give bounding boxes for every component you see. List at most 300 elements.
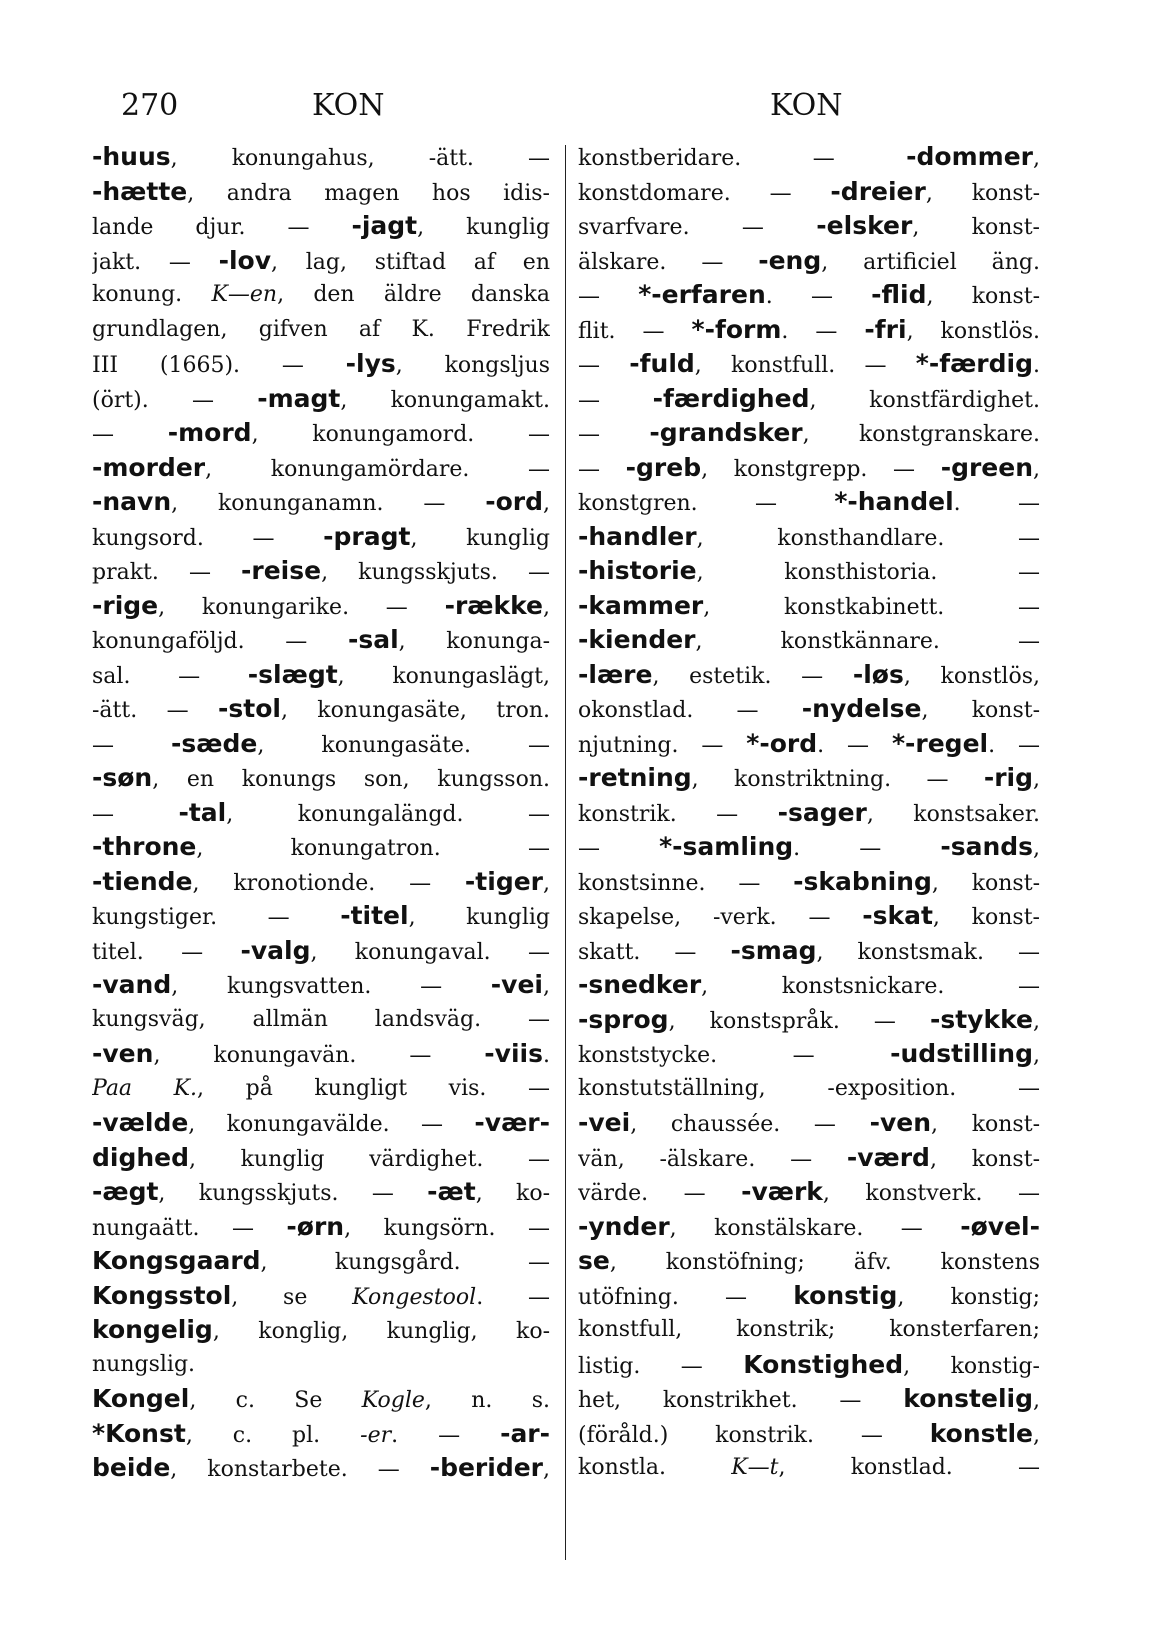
dictionary-line: [92, 865, 550, 900]
definition-text: . —: [476, 1284, 550, 1310]
dictionary-line: [92, 1141, 550, 1176]
headword: -øvel-: [960, 1211, 1040, 1241]
definition-text: , konstkabinett. —: [703, 594, 1040, 620]
definition-text: , konstöfning; äfv. konstens: [609, 1250, 1040, 1275]
definition-text: —: [578, 422, 650, 447]
definition-text: —: [578, 456, 626, 482]
definition-text: ,: [1033, 836, 1040, 861]
headword: -sal: [347, 625, 399, 654]
definition-text: ,: [1033, 1043, 1040, 1068]
definition-text: ,: [1033, 456, 1040, 482]
headword: konstle: [929, 1418, 1033, 1448]
definition-text: , konst-: [931, 1112, 1040, 1137]
definition-text: , konstfärdighet.: [809, 387, 1040, 413]
definition-text: , se: [231, 1284, 353, 1310]
dictionary-line: [578, 692, 1040, 727]
headword: -greb: [625, 452, 702, 482]
headword: kongelig: [92, 1315, 213, 1344]
dictionary-line: [578, 1175, 1040, 1210]
definition-text: okonstlad. —: [578, 698, 802, 723]
dictionary-line: [578, 1451, 1040, 1486]
definition-text: , lag, stiftad af en: [271, 249, 550, 275]
dictionary-line: [578, 244, 1040, 279]
headword: -mord: [167, 418, 252, 447]
definition-text: , kongsljus: [395, 353, 550, 378]
dictionary-line: [92, 589, 550, 624]
definition-text: , konstsnickare. —: [701, 974, 1040, 999]
headword: -valg: [240, 935, 311, 965]
dictionary-line: [578, 209, 1040, 244]
definition-text: ,: [1033, 146, 1040, 171]
headword: -rige: [92, 590, 159, 620]
definition-text: ,: [543, 974, 550, 999]
definition-text: —: [578, 387, 653, 413]
dictionary-line: [92, 692, 550, 727]
headword: -tal: [178, 797, 227, 827]
dictionary-line: [92, 278, 550, 313]
definition-text: , kunglig: [408, 905, 550, 930]
headword: *Konst: [92, 1418, 186, 1448]
dictionary-line: [578, 1279, 1040, 1314]
definition-text: nungslig.: [92, 1351, 196, 1377]
dictionary-line: [578, 1417, 1040, 1452]
definition-text: grundlagen, gifven af K. Fredrik: [92, 316, 550, 342]
definition-text: ,: [543, 870, 550, 896]
headword: -vælde: [92, 1108, 189, 1137]
definition-text: , konst-: [925, 180, 1040, 206]
headword: -ord: [485, 487, 543, 516]
dictionary-line: [92, 934, 550, 969]
dictionary-line: [578, 658, 1040, 693]
dictionary-line: [92, 761, 550, 796]
page-number: 270: [121, 88, 179, 123]
headword: -morder: [92, 452, 206, 482]
definition-text: , den äldre danska: [277, 282, 550, 307]
headword: -retning: [578, 763, 692, 792]
definition-text: . —: [988, 732, 1040, 758]
definition-text: prakt. —: [92, 560, 242, 585]
definition-text: , kunglig: [410, 525, 550, 551]
dictionary-line: [92, 313, 550, 348]
headword: Konstighed: [743, 1349, 904, 1379]
headword: -slægt: [247, 659, 338, 689]
dictionary-line: [92, 658, 550, 693]
headword: -værk: [741, 1177, 823, 1206]
definition-text: , konungarike. —: [158, 594, 445, 620]
headword: -ven: [869, 1108, 932, 1137]
dictionary-line: [92, 416, 550, 451]
headword: -dreier: [830, 176, 926, 206]
dictionary-line: [578, 899, 1040, 934]
headword: *-ord: [746, 728, 818, 758]
dictionary-line: [578, 1072, 1040, 1107]
headword: -historie: [578, 556, 697, 585]
headword: beide: [92, 1453, 171, 1482]
definition-text: , konst-: [931, 870, 1040, 896]
dictionary-line: [578, 865, 1040, 900]
definition-text: , konstriktning. —: [691, 767, 984, 792]
headword: -ørn: [286, 1211, 345, 1241]
definition-text: kungsväg, allmän landsväg. —: [92, 1006, 550, 1032]
headword: -udstilling: [890, 1039, 1033, 1068]
definition-text: .: [1033, 353, 1040, 378]
definition-text: älskare. —: [578, 249, 759, 275]
headword: se: [578, 1246, 610, 1275]
headword: -skabning: [793, 866, 932, 896]
definition-text: ,: [1033, 767, 1040, 792]
definition-text: jakt. —: [92, 249, 219, 275]
headword: -æt: [427, 1177, 476, 1206]
dictionary-line: [578, 830, 1040, 865]
headword: -elsker: [816, 211, 913, 240]
definition-text: , konst-: [932, 905, 1040, 930]
dictionary-line: [578, 1210, 1040, 1245]
dictionary-line: [578, 934, 1040, 969]
definition-text: —: [92, 801, 179, 827]
right-guide-word: KON: [770, 88, 843, 123]
definition-text: . —: [953, 491, 1040, 516]
definition-text: , på kungligt vis. —: [197, 1075, 550, 1101]
dictionary-line: [578, 968, 1040, 1003]
definition-text: .: [543, 1043, 550, 1068]
definition-text: , konstig-: [903, 1353, 1040, 1379]
dictionary-line: [92, 1417, 550, 1452]
headword: -kiender: [578, 625, 696, 654]
dictionary-line: [92, 1244, 550, 1279]
headword: -nydelse: [801, 694, 922, 723]
definition-text: , kronotionde. —: [192, 870, 465, 896]
dictionary-line: [92, 1313, 550, 1348]
dictionary-line: [92, 1451, 550, 1486]
headword: dighed: [92, 1142, 190, 1172]
dictionary-line: [578, 278, 1040, 313]
headword: -rig: [983, 763, 1033, 792]
definition-text: konung.: [92, 282, 212, 307]
definition-text: , konungavän. —: [153, 1043, 485, 1068]
dictionary-line: [578, 623, 1040, 658]
headword: -grandsker: [649, 418, 803, 447]
definition-text: —: [92, 422, 168, 447]
definition-text: . —: [391, 1422, 501, 1448]
dictionary-line: [578, 1037, 1040, 1072]
definition-text: , konglig, kunglig, ko-: [212, 1319, 550, 1344]
definition-text: , kungsörn. —: [344, 1215, 550, 1241]
italic-term: Kogle: [361, 1388, 425, 1413]
definition-text: , konstspråk. —: [668, 1008, 930, 1034]
definition-text: skatt. —: [578, 939, 731, 965]
definition-text: konungaföljd. —: [92, 629, 348, 654]
dictionary-line: [578, 382, 1040, 417]
dictionary-line: [578, 1141, 1040, 1176]
headword: -flid: [871, 280, 927, 309]
headword: -pragt: [323, 521, 411, 551]
headword: -ven: [92, 1039, 154, 1068]
dictionary-line: [578, 1106, 1040, 1141]
dictionary-line: [578, 347, 1040, 382]
definition-text: titel. —: [92, 939, 241, 965]
definition-text: III (1665). —: [92, 353, 346, 378]
dictionary-line: [92, 623, 550, 658]
italic-term: K—en: [211, 282, 278, 307]
definition-text: , konst-: [926, 284, 1040, 309]
headword: -vand: [92, 970, 172, 999]
dictionary-line: [578, 416, 1040, 451]
definition-text: , konungalängd. —: [226, 801, 550, 827]
definition-text: värde. —: [578, 1181, 742, 1206]
definition-text: vän, -älskare. —: [578, 1146, 847, 1172]
definition-text: konstutställning, -exposition. —: [578, 1075, 1040, 1101]
definition-text: , konunganamn. —: [171, 491, 486, 516]
definition-text: . —: [765, 284, 872, 309]
headword: -vei: [490, 970, 543, 999]
definition-text: , konstlad. —: [778, 1455, 1040, 1480]
dictionary-line: [578, 727, 1040, 762]
headword: -reise: [241, 556, 322, 585]
headword: -ar-: [500, 1418, 550, 1448]
definition-text: , kungsvatten. —: [171, 974, 491, 999]
headword: -lys: [345, 349, 396, 378]
headword: konstig: [793, 1280, 898, 1310]
dictionary-line: [92, 485, 550, 520]
definition-text: , kunglig värdighet. —: [189, 1146, 550, 1172]
definition-text: , konungamord. —: [251, 422, 550, 447]
definition-text: konstdomare. —: [578, 180, 831, 206]
definition-text: , n. s.: [424, 1388, 550, 1413]
dictionary-line: [92, 1279, 550, 1314]
dictionary-line: [578, 796, 1040, 831]
headword: -viis: [484, 1039, 543, 1068]
dictionary-line: [92, 1003, 550, 1038]
dictionary-line: [92, 1072, 550, 1107]
left-guide-word: KON: [312, 88, 385, 123]
definition-text: . —: [817, 732, 892, 758]
headword: -handler: [578, 521, 697, 551]
definition-text: , estetik. —: [652, 663, 853, 689]
definition-text: , konungamakt.: [340, 387, 550, 413]
definition-text: , konsthandlare. —: [696, 525, 1040, 551]
headword: Kongsgaard: [92, 1246, 261, 1275]
dictionary-line: [92, 175, 550, 210]
dictionary-line: [578, 175, 1040, 210]
italic-term: Kongestool: [352, 1284, 477, 1310]
headword: *-samling: [659, 832, 794, 861]
headword: -værd: [846, 1142, 930, 1172]
headword: -færdighed: [652, 383, 810, 413]
definition-text: konstfull, konstrik; konsterfaren;: [578, 1317, 1040, 1342]
headword: -vær-: [474, 1108, 550, 1137]
definition-text: , kungsgård. —: [260, 1250, 550, 1275]
dictionary-line: [578, 1003, 1040, 1038]
definition-text: , kungsskjuts. —: [158, 1181, 428, 1206]
headword: -ynder: [578, 1211, 670, 1241]
definition-text: ,: [543, 491, 550, 516]
dictionary-line: [578, 589, 1040, 624]
definition-text: konststycke. —: [578, 1043, 891, 1068]
definition-text: kungstiger. —: [92, 905, 341, 930]
headword: -række: [444, 590, 543, 620]
definition-text: , konstverk. —: [822, 1181, 1040, 1206]
headword: -sands: [940, 832, 1034, 861]
headword: -fri: [864, 314, 907, 344]
definition-text: , c. pl.: [185, 1422, 361, 1448]
definition-text: , konungavälde. —: [188, 1112, 475, 1137]
dictionary-line: [92, 830, 550, 865]
dictionary-line: [92, 140, 550, 175]
definition-text: , artificiel äng.: [821, 249, 1040, 275]
definition-text: —: [578, 353, 630, 378]
italic-term: K—t: [731, 1455, 779, 1480]
definition-text: —: [578, 284, 639, 309]
definition-text: njutning. —: [578, 732, 747, 758]
definition-text: , kunglig: [417, 215, 550, 240]
definition-text: ,: [1033, 1388, 1040, 1413]
dictionary-line: [578, 313, 1040, 348]
definition-text: svarfvare. —: [578, 215, 817, 240]
headword: -throne: [92, 832, 197, 861]
definition-text: ,: [543, 1457, 550, 1482]
dictionary-line: [578, 554, 1040, 589]
definition-text: , konungahus, -ätt. —: [170, 146, 550, 171]
headword: -berider: [429, 1453, 543, 1482]
definition-text: het, konstrikhet. —: [578, 1388, 904, 1413]
headword: -vei: [578, 1108, 631, 1137]
headword: -sprog: [578, 1004, 669, 1034]
definition-text: —: [578, 836, 660, 861]
headword: -fuld: [629, 349, 695, 378]
dictionary-line: [92, 382, 550, 417]
definition-text: kungsord. —: [92, 525, 324, 551]
headword: -navn: [92, 487, 172, 516]
definition-text: konstsinne. —: [578, 870, 794, 896]
headword: -sæde: [171, 728, 258, 758]
headword: *-regel: [891, 728, 989, 758]
headword: Kongel: [92, 1384, 190, 1413]
dictionary-line: [92, 1037, 550, 1072]
dictionary-line: [578, 1382, 1040, 1417]
definition-text: , andra magen hos idis-: [187, 180, 550, 206]
definition-text: ,: [543, 594, 550, 620]
headword: -stykke: [929, 1004, 1033, 1034]
headword: -tiger: [464, 866, 543, 896]
definition-text: , konstkännare. —: [695, 629, 1040, 654]
definition-text: , ko-: [475, 1181, 550, 1206]
definition-text: , konungasäte, tron.: [280, 698, 550, 723]
dictionary-line: [578, 485, 1040, 520]
headword: -magt: [257, 383, 341, 413]
definition-text: , konungamördare. —: [205, 456, 550, 482]
definition-text: . —: [781, 318, 865, 344]
definition-text: (ört). —: [92, 387, 258, 413]
headword: -lære: [578, 659, 653, 689]
dictionary-line: [92, 451, 550, 486]
definition-text: , konstlös,: [903, 663, 1040, 689]
italic-term: Paa K.: [92, 1075, 198, 1101]
definition-text: , en konungs son, kungsson.: [152, 767, 550, 792]
definition-text: , konstgrepp. —: [701, 456, 941, 482]
headword: -green: [940, 452, 1033, 482]
definition-text: , konstarbete. —: [170, 1457, 430, 1482]
dictionary-line: [92, 1175, 550, 1210]
headword: *-handel: [834, 487, 954, 516]
definition-text: ,: [1033, 1422, 1040, 1448]
headword: *-form: [691, 314, 782, 344]
dictionary-line: [92, 347, 550, 382]
headword: -titel: [340, 901, 409, 930]
dictionary-line: [578, 1348, 1040, 1383]
dictionary-line: [92, 520, 550, 555]
definition-text: konstrik. —: [578, 801, 778, 827]
definition-text: konstla.: [578, 1455, 732, 1480]
running-header: [0, 88, 1152, 138]
column-divider: [565, 145, 566, 1560]
definition-text: , konstig;: [897, 1284, 1040, 1310]
headword: -skat: [862, 901, 933, 930]
definition-text: listig. —: [578, 1353, 744, 1379]
definition-text: , c. Se: [189, 1388, 362, 1413]
definition-text: sal. —: [92, 663, 248, 689]
dictionary-line: [92, 899, 550, 934]
headword: -kammer: [578, 590, 704, 620]
definition-text: , konstfull. —: [694, 353, 916, 378]
headword: -søn: [92, 763, 153, 792]
definition-text: konstgren. —: [578, 491, 835, 516]
definition-text: , konungaslägt,: [337, 663, 550, 689]
dictionary-line: [578, 451, 1040, 486]
dictionary-line: [578, 1313, 1040, 1348]
definition-text: nungaätt. —: [92, 1215, 287, 1241]
definition-text: . —: [793, 836, 941, 861]
italic-term: -er: [360, 1422, 392, 1448]
headword: -lov: [218, 245, 272, 275]
dictionary-line: [92, 1106, 550, 1141]
definition-text: , konstälskare. —: [669, 1215, 961, 1241]
definition-text: flit. —: [578, 318, 692, 344]
headword: -hætte: [92, 176, 188, 206]
definition-text: (föråld.) konstrik. —: [578, 1422, 930, 1448]
dictionary-line: [92, 968, 550, 1003]
headword: *-færdig: [915, 349, 1033, 378]
definition-text: , konungatron. —: [196, 836, 550, 861]
headword: -ægt: [92, 1177, 159, 1206]
dictionary-line: [92, 554, 550, 589]
definition-text: , konstsmak. —: [816, 939, 1040, 965]
definition-text: -ätt. —: [92, 698, 218, 723]
headword: Kongsstol: [92, 1280, 232, 1310]
dictionary-line: [578, 1244, 1040, 1279]
headword: *-erfaren: [638, 280, 766, 309]
definition-text: , konst-: [929, 1146, 1040, 1172]
definition-text: , konstgranskare.: [802, 422, 1040, 447]
definition-text: , kungsskjuts. —: [321, 560, 550, 585]
definition-text: konstberidare. —: [578, 146, 907, 171]
definition-text: lande djur. —: [92, 215, 352, 240]
headword: -løs: [852, 659, 904, 689]
definition-text: , konsthistoria. —: [696, 560, 1040, 585]
dictionary-line: [92, 244, 550, 279]
headword: -huus: [92, 142, 171, 171]
headword: -dommer: [906, 142, 1033, 171]
headword: konstelig: [903, 1384, 1033, 1413]
dictionary-line: [92, 1382, 550, 1417]
dictionary-line: [578, 140, 1040, 175]
right-column: [578, 140, 1040, 1486]
dictionary-line: [578, 520, 1040, 555]
headword: -tiende: [92, 866, 193, 896]
headword: -sager: [777, 797, 867, 827]
definition-text: , chaussée. —: [630, 1112, 870, 1137]
definition-text: , konstlös.: [906, 318, 1040, 344]
dictionary-line: [92, 1210, 550, 1245]
